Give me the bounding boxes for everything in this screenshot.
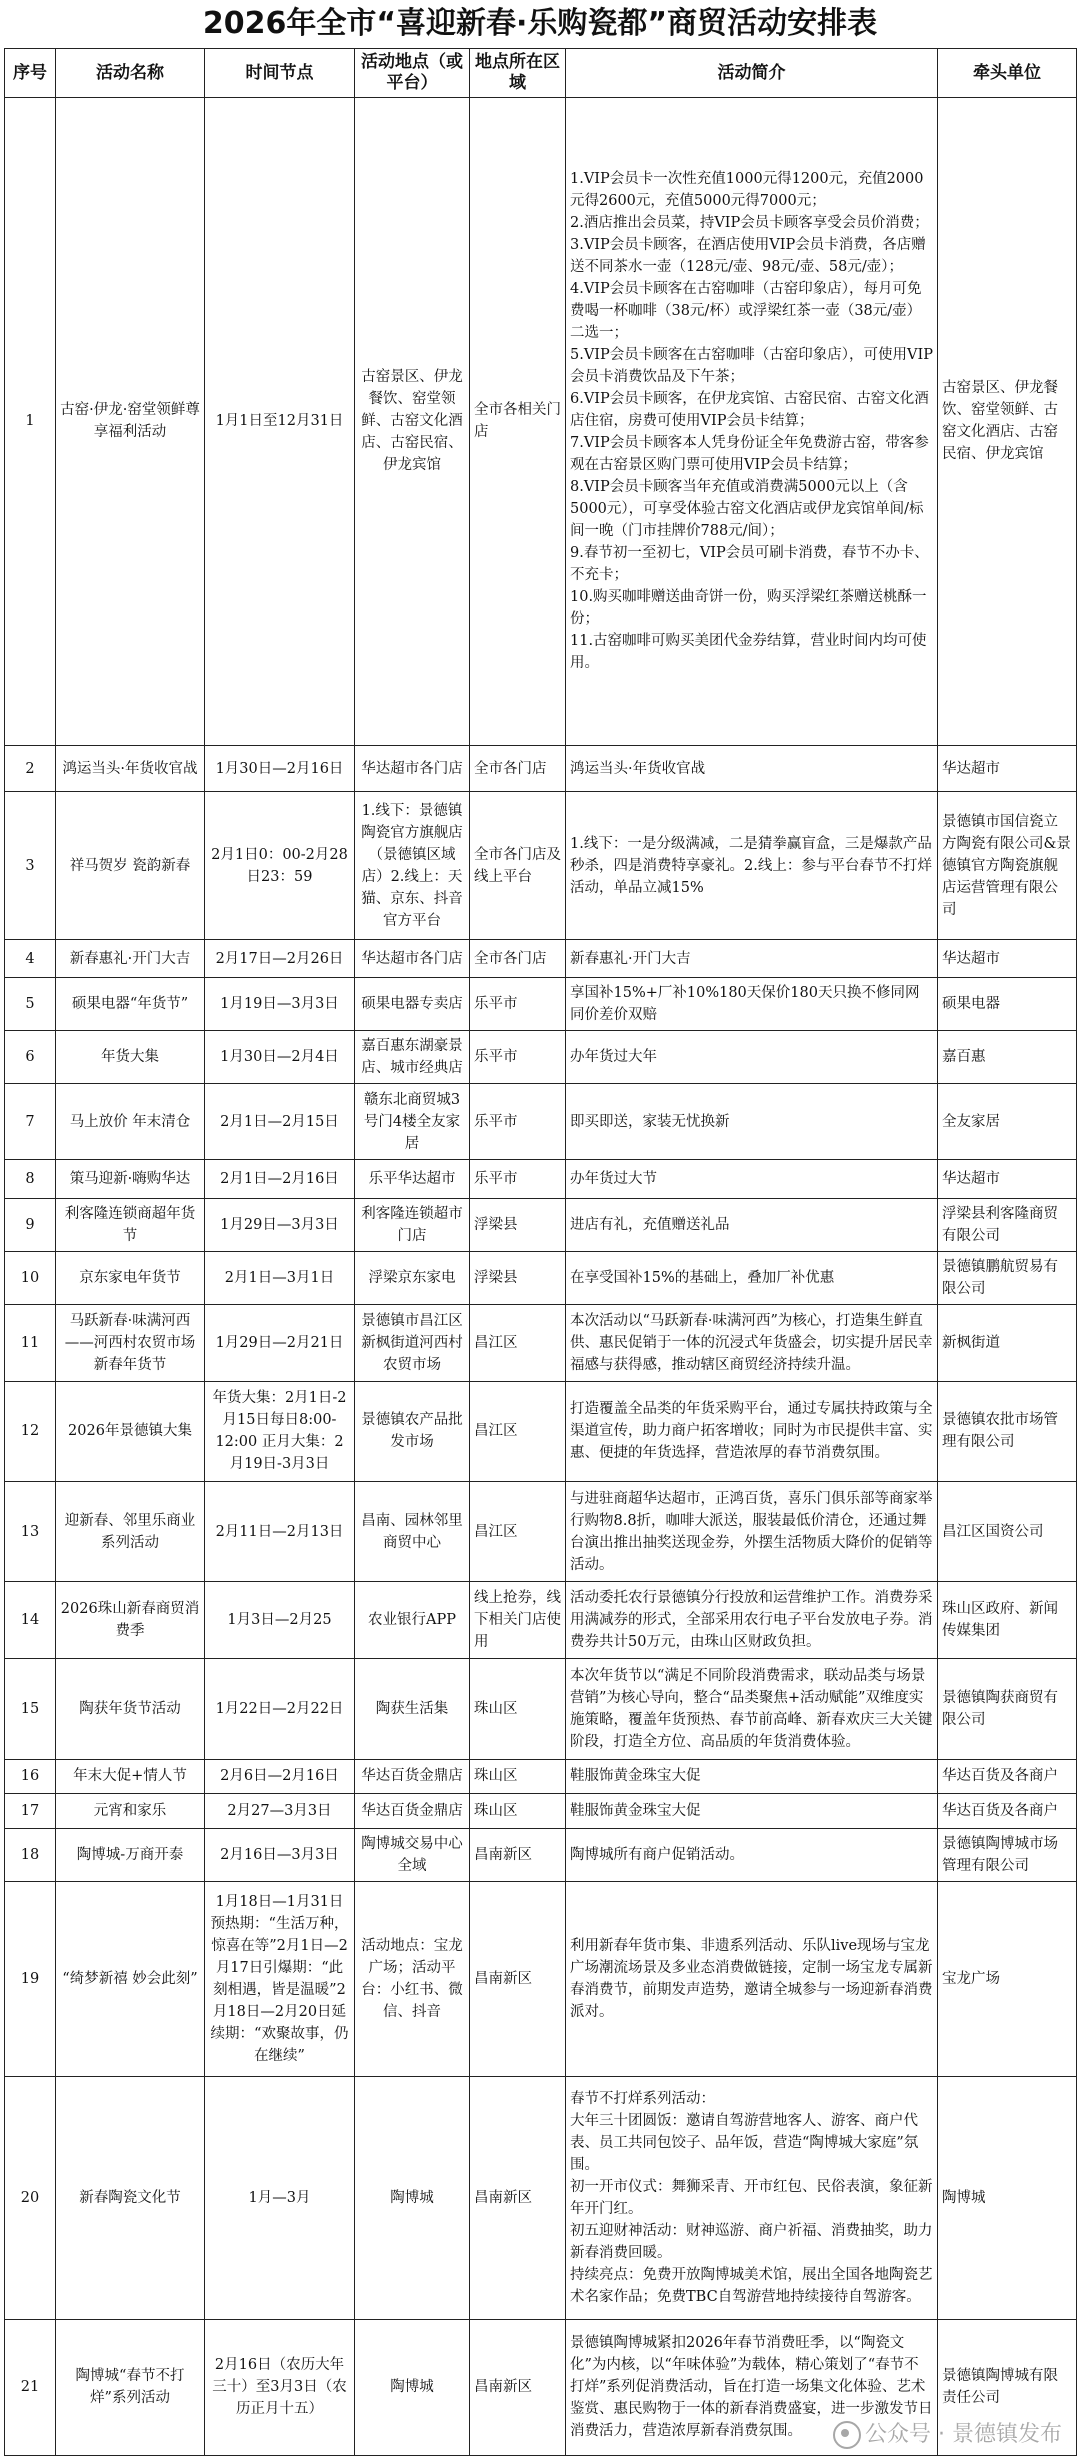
activity-venue: 华达超市各门店 <box>355 745 470 791</box>
activity-time: 1月18日—1月31日预热期：“生活万种，惊喜在等”2月1日—2月17日引爆期：“此刻相遇，皆是温暖”2月18日—2月20日延续期：“欢聚故事，仍在继续” <box>205 1881 355 2076</box>
table-row <box>5 1083 1077 1160</box>
activity-area: 乐平市 <box>470 1160 566 1199</box>
activity-time: 2月16日（农历大年三十）至3月3日（农历正月十五） <box>205 2319 355 2455</box>
header-name: 活动名称 <box>56 49 205 98</box>
activity-name: 新春惠礼·开门大吉 <box>56 940 205 978</box>
table-row <box>5 1582 1077 1659</box>
activity-desc <box>566 1881 938 2076</box>
activity-time: 2月16日—3月3日 <box>205 1828 355 1881</box>
activity-name: 2026珠山新春商贸消费季 <box>56 1582 205 1659</box>
activity-venue: 赣东北商贸城3号门4楼全友家居 <box>355 1083 470 1160</box>
desc-line: 活动委托农行景德镇分行投放和运营维护工作。消费券采用满减券的形式，全部采用农行电子平台发放电子券。消费券共计50万元，由珠山区财政负担。 <box>570 1590 933 1651</box>
activity-desc <box>566 792 938 940</box>
activity-desc <box>566 1828 938 1881</box>
activity-desc <box>566 1252 938 1305</box>
row-no: 10 <box>5 1252 56 1305</box>
desc-line: 春节不打烊系列活动： <box>570 2090 715 2107</box>
table-header-row <box>5 49 1077 98</box>
header-no: 序号 <box>5 49 56 98</box>
lead-unit: 古窑景区、伊龙餐饮、窑堂领鲜、古窑文化酒店、古窑民宿、伊龙宾馆 <box>938 98 1077 746</box>
row-no: 9 <box>5 1199 56 1252</box>
desc-line: 11.古窑咖啡可购买美团代金券结算，营业时间内均可使用。 <box>570 633 927 672</box>
activity-venue: 乐平华达超市 <box>355 1160 470 1199</box>
activity-venue: 农业银行APP <box>355 1582 470 1659</box>
desc-line: 利用新春年货市集、非遗系列活动、乐队live现场与宝龙广场潮流场景及多业态消费做链接，定制一场宝龙专属新春消费节，前期发声造势，邀请全城参与一场迎新春消费派对。 <box>570 1937 933 2020</box>
activity-time: 2月1日—2月16日 <box>205 1160 355 1199</box>
activity-name: 策马迎新·嗨购华达 <box>56 1160 205 1199</box>
activity-time: 1月30日—2月16日 <box>205 745 355 791</box>
activity-desc <box>566 1199 938 1252</box>
desc-line: 办年货过大节 <box>570 1171 657 1188</box>
activity-name: 年末大促+情人节 <box>56 1759 205 1794</box>
lead-unit: 陶博城 <box>938 2076 1077 2319</box>
activity-venue: 活动地点：宝龙广场；活动平台：小红书、微信、抖音 <box>355 1881 470 2076</box>
lead-unit: 华达百货及各商户 <box>938 1794 1077 1829</box>
activity-venue: 陶博城 <box>355 2319 470 2455</box>
desc-line: 4.VIP会员卡顾客在古窑咖啡（古窑印象店），每月可免费喝一杯咖啡（38元/杯）或浮梁红茶一壶（38元/壶）二选一； <box>570 281 922 342</box>
activity-desc <box>566 1160 938 1199</box>
watermark <box>833 2417 1062 2449</box>
activity-area: 全市各门店及线上平台 <box>470 792 566 940</box>
activity-area: 乐平市 <box>470 977 566 1030</box>
activity-venue: 浮梁京东家电 <box>355 1252 470 1305</box>
desc-line: 景德镇陶博城紧扣2026年春节消费旺季，以“陶瓷文化”为内核，以“年味体验”为载体，精心策划了“春节不打烊”系列促消费活动，旨在打造一场集文化体验、艺术鉴赏、惠民购物于一体的新春消费盛宴，进一步激发节日消费活力，营造浓厚新春消费氛围。 <box>570 2335 933 2440</box>
activity-venue: 古窑景区、伊龙餐饮、窑堂领鲜、古窑文化酒店、古窑民宿、伊龙宾馆 <box>355 98 470 746</box>
activity-time: 2月1日0：00-2月28日23：59 <box>205 792 355 940</box>
watermark-text: 公众号 · 景德镇发布 <box>865 2422 1062 2447</box>
lead-unit: 昌江区国资公司 <box>938 1482 1077 1582</box>
activity-area: 昌南新区 <box>470 1828 566 1881</box>
activity-area: 昌南新区 <box>470 2076 566 2319</box>
activity-time: 1月—3月 <box>205 2076 355 2319</box>
row-no: 8 <box>5 1160 56 1199</box>
activity-name: 迎新春、邻里乐商业系列活动 <box>56 1482 205 1582</box>
activity-name: 马跃新春·味满河西——河西村农贸市场新春年货节 <box>56 1304 205 1381</box>
activity-venue: 陶获生活集 <box>355 1659 470 1759</box>
activity-venue: 利客隆连锁超市门店 <box>355 1199 470 1252</box>
desc-line: 在享受国补15%的基础上，叠加厂补优惠 <box>570 1270 835 1287</box>
activity-area: 全市各门店 <box>470 940 566 978</box>
activity-area: 珠山区 <box>470 1659 566 1759</box>
activity-table <box>4 48 1077 2456</box>
desc-line: 陶博城所有商户促销活动。 <box>570 1846 744 1863</box>
activity-name: 元宵和家乐 <box>56 1794 205 1829</box>
activity-desc <box>566 2076 938 2319</box>
desc-line: 1.VIP会员卡一次性充值1000元得1200元，充值2000元得2600元，充值5000元得7000元； <box>570 171 924 210</box>
lead-unit: 珠山区政府、新闻传媒集团 <box>938 1582 1077 1659</box>
activity-name: 马上放价 年末清仓 <box>56 1083 205 1160</box>
activity-area: 珠山区 <box>470 1759 566 1794</box>
activity-name: 硕果电器“年货节” <box>56 977 205 1030</box>
table-row <box>5 977 1077 1030</box>
desc-line: 打造覆盖全品类的年货采购平台，通过专属扶持政策与全渠道宣传，助力商户拓客增收；同时为市民提供丰富、实惠、便捷的年货选择，营造浓厚的春节消费氛围。 <box>570 1401 933 1462</box>
table-row <box>5 1160 1077 1199</box>
activity-name: 2026年景德镇大集 <box>56 1381 205 1481</box>
activity-venue: 嘉百惠东湖豪景店、城市经典店 <box>355 1030 470 1083</box>
header-time: 时间节点 <box>205 49 355 98</box>
activity-desc <box>566 1381 938 1481</box>
activity-name: 新春陶瓷文化节 <box>56 2076 205 2319</box>
lead-unit: 华达超市 <box>938 940 1077 978</box>
desc-line: 即买即送，家装无忧换新 <box>570 1113 730 1130</box>
desc-line: 本次年货节以“满足不同阶段消费需求，联动品类与场景营销”为核心导向，整合“品类聚焦+活动赋能”双维度实施策略，覆盖年货预热、春节前高峰、新春欢庆三大关键阶段，打造全方位、高品质的年货消费体验。 <box>570 1667 933 1750</box>
desc-line: 本次活动以“马跃新春·味满河西”为核心，打造集生鲜直供、惠民促销于一体的沉浸式年货盛会，切实提升居民幸福感与获得感，推动辖区商贸经济持续升温。 <box>570 1312 933 1373</box>
row-no: 15 <box>5 1659 56 1759</box>
desc-line: 7.VIP会员卡顾客本人凭身份证全年免费游古窑，带客参观在古窑景区购门票可使用VIP会员卡结算； <box>570 435 929 474</box>
lead-unit: 景德镇陶博城有限责任公司 <box>938 2319 1077 2455</box>
row-no: 18 <box>5 1828 56 1881</box>
activity-area: 昌南新区 <box>470 2319 566 2455</box>
desc-line: 新春惠礼·开门大吉 <box>570 950 691 967</box>
lead-unit: 硕果电器 <box>938 977 1077 1030</box>
row-no: 20 <box>5 2076 56 2319</box>
row-no: 1 <box>5 98 56 746</box>
desc-line: 与进驻商超华达超市，正鸿百货，喜乐门俱乐部等商家举行购物8.8折，咖啡大派送，服装最低价清仓，还通过舞台演出推出抽奖送现金券，外摆生活物质大降价的促销等活动。 <box>570 1490 933 1573</box>
table-row <box>5 98 1077 746</box>
desc-line: 持续亮点：免费开放陶博城美术馆，展出全国各地陶瓷艺术名家作品；免费TBC自驾游营地持续接待自驾游客。 <box>570 2266 933 2305</box>
lead-unit: 浮梁县利客隆商贸有限公司 <box>938 1199 1077 1252</box>
activity-venue: 硕果电器专卖店 <box>355 977 470 1030</box>
activity-area: 全市各相关门店 <box>470 98 566 746</box>
row-no: 16 <box>5 1759 56 1794</box>
table-row <box>5 1482 1077 1582</box>
activity-time: 1月30日—2月4日 <box>205 1030 355 1083</box>
table-row <box>5 1759 1077 1794</box>
table-row <box>5 1828 1077 1881</box>
desc-line: 鞋服饰黄金珠宝大促 <box>570 1768 701 1785</box>
activity-name: “绮梦新禧 妙会此刻” <box>56 1881 205 2076</box>
desc-line: 大年三十团圆饭：邀请自驾游营地客人、游客、商户代表、员工共同包饺子、品年饭，营造“陶博城大家庭”氛围。 <box>570 2112 919 2173</box>
row-no: 19 <box>5 1881 56 2076</box>
activity-time: 1月29日—2月21日 <box>205 1304 355 1381</box>
lead-unit: 景德镇陶获商贸有限公司 <box>938 1659 1077 1759</box>
activity-area: 浮梁县 <box>470 1252 566 1305</box>
activity-name: 陶获年货节活动 <box>56 1659 205 1759</box>
table-row <box>5 1794 1077 1829</box>
header-desc: 活动简介 <box>566 49 938 98</box>
desc-line: 3.VIP会员卡顾客，在酒店使用VIP会员卡消费，各店赠送不同茶水一壶（128元/壶、98元/壶、58元/壶）； <box>570 237 926 276</box>
row-no: 11 <box>5 1304 56 1381</box>
activity-desc <box>566 98 938 746</box>
table-row <box>5 1199 1077 1252</box>
activity-name: 陶博城“春节不打烊”系列活动 <box>56 2319 205 2455</box>
activity-area: 昌江区 <box>470 1482 566 1582</box>
activity-venue: 华达百货金鼎店 <box>355 1759 470 1794</box>
activity-venue: 景德镇农产品批发市场 <box>355 1381 470 1481</box>
activity-venue: 景德镇市昌江区新枫街道河西村农贸市场 <box>355 1304 470 1381</box>
table-row <box>5 1030 1077 1083</box>
desc-line: 鸿运当头·年货收官战 <box>570 760 706 777</box>
row-no: 12 <box>5 1381 56 1481</box>
activity-time: 1月22日—2月22日 <box>205 1659 355 1759</box>
activity-time: 2月11日—2月13日 <box>205 1482 355 1582</box>
row-no: 5 <box>5 977 56 1030</box>
row-no: 21 <box>5 2319 56 2455</box>
desc-line: 初五迎财神活动：财神巡游、商户祈福、消费抽奖，助力新春消费回暖。 <box>570 2222 933 2261</box>
activity-venue: 陶博城交易中心全域 <box>355 1828 470 1881</box>
activity-desc <box>566 1030 938 1083</box>
header-lead: 牵头单位 <box>938 49 1077 98</box>
desc-line: 1.线下：一是分级满减，二是猜拳赢盲盒，三是爆款产品秒杀，四是消费特享豪礼。2.线上：参与平台春节不打烊活动，单品立减15% <box>570 835 932 896</box>
row-no: 6 <box>5 1030 56 1083</box>
activity-desc <box>566 1083 938 1160</box>
desc-line: 办年货过大年 <box>570 1048 657 1065</box>
table-row <box>5 1304 1077 1381</box>
lead-unit: 全友家居 <box>938 1083 1077 1160</box>
activity-time: 2月1日—2月15日 <box>205 1083 355 1160</box>
lead-unit: 新枫街道 <box>938 1304 1077 1381</box>
activity-name: 京东家电年货节 <box>56 1252 205 1305</box>
activity-area: 全市各门店 <box>470 745 566 791</box>
row-no: 13 <box>5 1482 56 1582</box>
activity-name: 年货大集 <box>56 1030 205 1083</box>
activity-area: 线上抢券，线下相关门店使用 <box>470 1582 566 1659</box>
activity-name: 鸿运当头·年货收官战 <box>56 745 205 791</box>
activity-area: 昌江区 <box>470 1304 566 1381</box>
activity-time: 2月1日—3月1日 <box>205 1252 355 1305</box>
activity-desc <box>566 977 938 1030</box>
lead-unit: 华达超市 <box>938 745 1077 791</box>
activity-name: 利客隆连锁商超年货节 <box>56 1199 205 1252</box>
activity-venue: 1.线下：景德镇陶瓷官方旗舰店（景德镇区域店）2.线上：天猫、京东、抖音官方平台 <box>355 792 470 940</box>
table-row <box>5 1659 1077 1759</box>
row-no: 4 <box>5 940 56 978</box>
lead-unit: 景德镇陶博城市场管理有限公司 <box>938 1828 1077 1881</box>
page-title: 2026年全市“喜迎新春·乐购瓷都”商贸活动安排表 <box>202 6 878 41</box>
desc-line: 10.购买咖啡赠送曲奇饼一份，购买浮梁红茶赠送桃酥一份； <box>570 589 927 628</box>
activity-area: 浮梁县 <box>470 1199 566 1252</box>
row-no: 17 <box>5 1794 56 1829</box>
activity-desc <box>566 745 938 791</box>
desc-line: 9.春节初一至初七，VIP会员可刷卡消费，春节不办卡、不充卡； <box>570 545 929 584</box>
activity-desc <box>566 940 938 978</box>
desc-line: 鞋服饰黄金珠宝大促 <box>570 1802 701 1819</box>
activity-name: 古窑·伊龙·窑堂领鲜尊享福利活动 <box>56 98 205 746</box>
activity-venue: 华达百货金鼎店 <box>355 1794 470 1829</box>
row-no: 7 <box>5 1083 56 1160</box>
activity-desc <box>566 1659 938 1759</box>
desc-line: 享国补15%+厂补10%180天保价180天只换不修同网同价差价双赔 <box>570 984 920 1023</box>
row-no: 3 <box>5 792 56 940</box>
activity-time: 1月29日—3月3日 <box>205 1199 355 1252</box>
header-area: 地点所在区域 <box>470 49 566 98</box>
wechat-icon <box>833 2421 861 2449</box>
lead-unit: 宝龙广场 <box>938 1881 1077 2076</box>
table-row <box>5 1252 1077 1305</box>
activity-venue: 华达超市各门店 <box>355 940 470 978</box>
activity-area: 乐平市 <box>470 1083 566 1160</box>
activity-area: 昌江区 <box>470 1381 566 1481</box>
activity-time: 2月27—3月3日 <box>205 1794 355 1829</box>
activity-time: 1月1日至12月31日 <box>205 98 355 746</box>
lead-unit: 景德镇市国信瓷立方陶瓷有限公司&景德镇官方陶瓷旗舰店运营管理有限公司 <box>938 792 1077 940</box>
table-row <box>5 1881 1077 2076</box>
desc-line: 8.VIP会员卡顾客当年充值或消费满5000元以上（含5000元），可享受体验古窑文化酒店或伊龙宾馆单间/标间一晚（门市挂牌价788元/间）； <box>570 479 924 540</box>
desc-line: 2.酒店推出会员菜，持VIP会员卡顾客享受会员价消费； <box>570 215 929 232</box>
row-no: 14 <box>5 1582 56 1659</box>
row-no: 2 <box>5 745 56 791</box>
table-row <box>5 745 1077 791</box>
lead-unit: 嘉百惠 <box>938 1030 1077 1083</box>
activity-time: 2月6日—2月16日 <box>205 1759 355 1794</box>
lead-unit: 华达超市 <box>938 1160 1077 1199</box>
activity-time: 1月3日—2月25 <box>205 1582 355 1659</box>
activity-name: 陶博城-万商开泰 <box>56 1828 205 1881</box>
desc-line: 初一开市仪式：舞狮采青、开市红包、民俗表演，象征新年开门红。 <box>570 2178 933 2217</box>
activity-area: 乐平市 <box>470 1030 566 1083</box>
activity-desc <box>566 1304 938 1381</box>
table-row <box>5 940 1077 978</box>
activity-desc <box>566 1482 938 1582</box>
activity-desc <box>566 1759 938 1794</box>
lead-unit: 景德镇农批市场管理有限公司 <box>938 1381 1077 1481</box>
activity-venue: 昌南、园林邻里商贸中心 <box>355 1482 470 1582</box>
activity-time: 年货大集：2月1日-2月15日每日8:00-12:00 正月大集：2月19日-3月3日 <box>205 1381 355 1481</box>
desc-line: 6.VIP会员卡顾客，在伊龙宾馆、古窑民宿、古窑文化酒店住宿，房费可使用VIP会员卡结算； <box>570 391 929 430</box>
activity-area: 昌南新区 <box>470 1881 566 2076</box>
activity-desc <box>566 1794 938 1829</box>
header-venue: 活动地点（或平台） <box>355 49 470 98</box>
activity-desc <box>566 1582 938 1659</box>
table-row <box>5 1381 1077 1481</box>
table-row <box>5 2076 1077 2319</box>
lead-unit: 华达百货及各商户 <box>938 1759 1077 1794</box>
table-body <box>5 98 1077 2456</box>
activity-time: 2月17日—2月26日 <box>205 940 355 978</box>
lead-unit: 景德镇鹏航贸易有限公司 <box>938 1252 1077 1305</box>
activity-area: 珠山区 <box>470 1794 566 1829</box>
activity-time: 1月19日—3月3日 <box>205 977 355 1030</box>
table-row <box>5 792 1077 940</box>
activity-name: 祥马贺岁 瓷韵新春 <box>56 792 205 940</box>
activity-venue: 陶博城 <box>355 2076 470 2319</box>
desc-line: 5.VIP会员卡顾客在古窑咖啡（古窑印象店），可使用VIP会员卡消费饮品及下午茶； <box>570 347 933 386</box>
desc-line: 进店有礼，充值赠送礼品 <box>570 1217 730 1234</box>
